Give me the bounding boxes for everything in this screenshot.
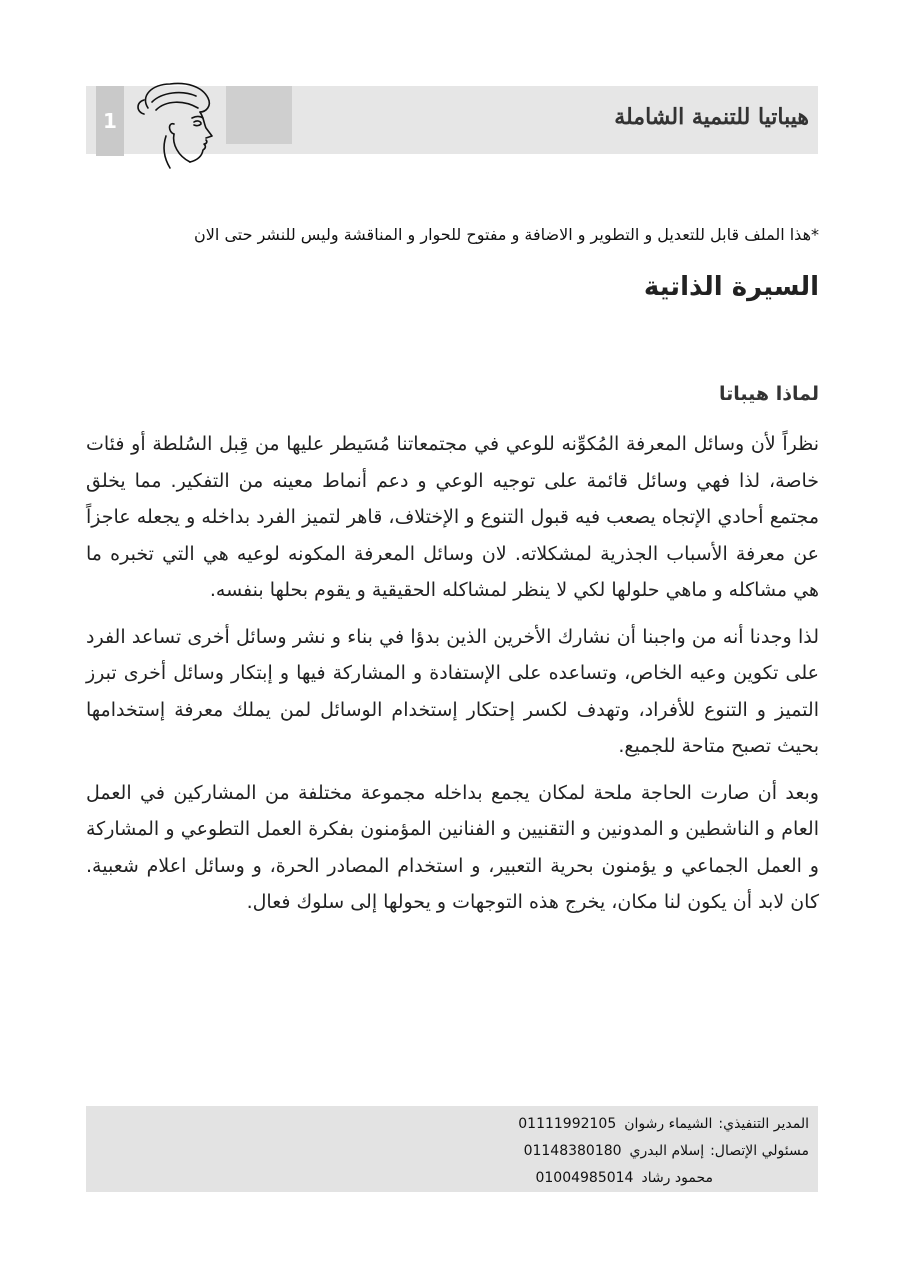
brand-title: هيباتيا للتنمية الشاملة (614, 104, 809, 130)
page-number: 1 (96, 86, 124, 156)
contact-name: محمود رشاد (641, 1169, 713, 1186)
contact-role: المدير التنفيذي: (718, 1115, 809, 1132)
contact-phone: 01148380180 (523, 1142, 622, 1159)
section-heading: لماذا هيباتا (719, 383, 819, 405)
contact-row-liaison-2 (479, 1164, 809, 1191)
paragraph-3: وبعد أن صارت الحاجة ملحة لمكان يجمع بداخله مجموعة مختلفة من المشاركين في العمل العام و الناشطين و المدونين و التقنيين و الفنانين المؤمنون بفكرة العمل التطوعي و المشاركة و العمل الجماعي و يؤمنون بحرية التعبير، و استخدام المصادر الحرة، و وسائل اعلام شعبية. كان لابد أن يكون لنا مكان، يخرج هذه التوجهات و يحولها إلى سلوك فعال. (86, 781, 819, 913)
contact-name: الشيماء رشوان (624, 1115, 713, 1132)
paragraph-2: لذا وجدنا أنه من واجبنا أن نشارك الأخرين الذين بدؤا في بناء و نشر وسائل أخرى تساعد الفرد على تكوين وعيه الخاص، وتساعده على الإستفادة و المشاركة فيها و إبتكار وسائل أخرى تبرز التميز و التنوع للأفراد، وتهدف لكسر إحتكار إستخدام الوسائل لمن يملك معرفة إستخدامها بحيث تصبح متاحة للجميع. (86, 625, 819, 757)
paragraph-1: نظراً لأن وسائل المعرفة المُكوِّنه للوعي في مجتمعاتنا مُسَيطر عليها من قِبل السُلطة أو فئات خاصة، لذا فهي وسائل قائمة على توجيه الوعي و دعم أنماط معينه من التفكير. مما يخلق مجتمع أحادي الإتجاه يصعب فيه قبول التنوع و الإختلاف، قاهر لتميز الفرد بداخله و يجعله عاجزاً عن معرفة الأسباب الجذرية لمشكلاته. لان وسائل المعرفة المكونه لوعيه هي التي تخبره ما هي مشاكله و ماهي حلولها لكي لا ينظر لمشاكله الحقيقية و يقوم بحلها بنفسه. (86, 433, 819, 601)
contact-phone: 01004985014 (535, 1169, 634, 1186)
page-title: السيرة الذاتية (643, 272, 819, 302)
header-decor-block (226, 86, 292, 144)
contact-list (479, 1110, 809, 1191)
contact-row-executive (479, 1110, 809, 1137)
body-text (86, 426, 819, 931)
contact-name: إسلام البدري (629, 1142, 705, 1159)
contact-phone: 01111992105 (518, 1115, 617, 1132)
contact-role: مسئولي الإتصال: (710, 1142, 809, 1159)
face-profile-icon (126, 78, 224, 170)
draft-notice: *هذا الملف قابل للتعديل و التطوير و الاضافة و مفتوح للحوار و المناقشة وليس للنشر حتى الان (194, 225, 819, 244)
contact-row-liaison-1 (479, 1137, 809, 1164)
